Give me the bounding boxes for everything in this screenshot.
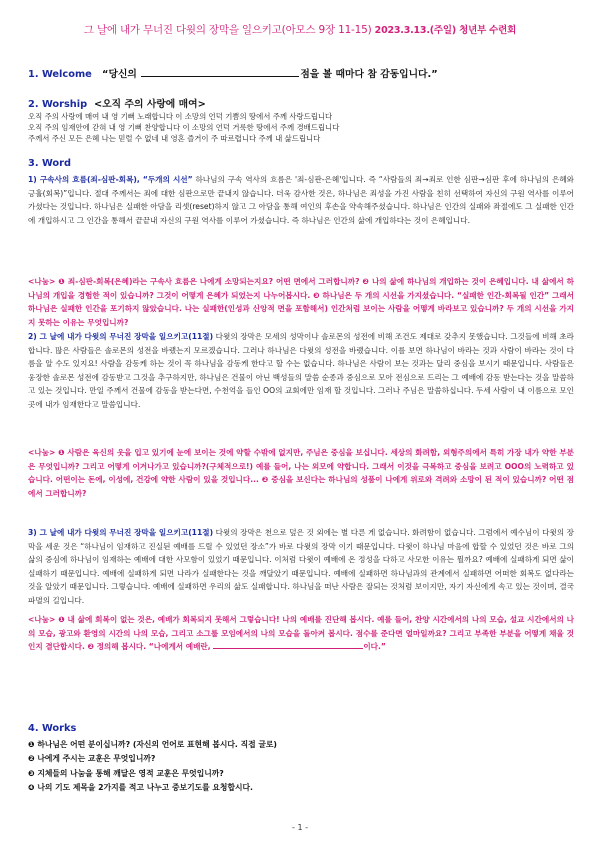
works-heading: 4. Works [28,723,77,734]
section-worship-heading [28,96,206,110]
paragraph-2-lead: 2) 그 날에 내가 다윗의 무너진 장막을 일으키고(11절) [28,332,214,341]
section-word-heading [28,158,71,169]
title-dept: 청년부 수련회 [459,25,517,36]
answer-blank-line [213,640,363,649]
sharing-question-3-text: <나눔> ❶ 내 삶에 회복이 없는 것은, 예배가 회복되지 못해서 그렇습니다! 나의 예배를 진단해 봅시다. 예를 들어, 찬양 시간에서의 나의 모습, 설교 시간에서의 나의 모습, 광고와 환영의 시간의 나의 모습, 그리고 소그룹 모임에서의 나의 모습을 돌아켜 봅시다. 점수를 준다면 얼마일까요? 그리고 부족한 부분을 어떻게 채울 것인지 결단합시다. ❷ 정의해 봅시다. “나에게서 예배란, [28,615,574,651]
works-item: ❶ 하나님은 어떤 분이십니까? (자신의 언어로 표현해 봅시다. 직접 글로) [28,740,277,749]
works-item: ❹ 나의 기도 제목을 2가지를 적고 나누고 중보기도를 요청합시다. [28,782,253,792]
title-date: 2023.3.13.(주일) [374,25,456,36]
section-works-heading [28,723,76,734]
worship-lyrics [28,111,578,145]
paragraph-3-body: 다윗의 장막은 천으로 덮은 것 외에는 별 다른 게 없습니다. 화려함이 없습니다. 그럼에서 예수님이 다윗의 장막을 세운 것은 “하나님이 임재하고 진실된 예배를 드릴 수 있었던 장소”가 바로 다윗의 장막 이기 때문입니다. 다윗이 하나님 마음에 합할 수 있었던 것은 바로 그의 삶의 중심에 하나님이 임재하는 예배에 대한 사모함이 있었기 때문입니다. 이처럼 다윗이 예배에 온 정성을 다하고 사모한 이유는 뭘까요? 예배에 실패하게 되면 삶이 실패하기 때문입니다. 예배에 실패하게 되면 나라가 실패한다는 것을 깨달았기 때문입니다. 예배에 실패하면 하나님과의 관계에서 실패하면 어떠한 회복도 없다라는 것을 알았기 때문입니다. 그렇습니다. 예배에 실패하면 우리의 삶도 실패합니다. 하나님을 떠난 사람은 잘되는 것처럼 보이지만, 자기 자신에게 속고 있는 것이며, 결국 파멸의 길입니다. [28,528,574,605]
word-paragraph-2 [28,330,574,411]
section-welcome [28,66,438,80]
worship-heading: 2. Worship [28,99,88,110]
paragraph-1-body: 하나님의 구속 역사의 흐름은 '죄-심판-은혜'입니다. 즉 “사람들의 죄→죄로 인한 심판→심판 후에 하나님의 은혜와 긍휼(회복)”입니다. 절대 주께서는 죄에 대한 심판으로만 끝내지 않습니다. 더욱 감사한 것은, 하나님은 죄성을 가진 사람을 친히 선택하여 자신의 구원 역사를 이루어 가셨다는 것입니다. 하나님은 실패한 아담을 리셋(reset)하지 않고 그 아담을 통해 여인의 후손을 약속해주셨습니다. 하나님은 인간의 실패와 좌절에도 그 실패한 인간에 개입하시고 그 인간을 통해서 끝끝내 자신의 구원 역사를 이루어 가셨습니다. 즉 하나님은 인간의 삶에 개입하다는 것이 은혜입니다. [28,175,574,225]
document-title [0,22,600,37]
lyric-line: 오직 주의 임재안에 갇혀 내 영 기뻐 찬양합니다 이 소망의 언덕 거룩한 땅에서 주께 경배드립니다 [28,123,340,133]
works-list [28,738,277,795]
paragraph-2-body: 다윗의 장막은 모세의 성막이나 솔로몬의 성전에 비해 조건도 제대로 갖추지 못했습니다. 그것들에 비해 초라합니다. 많은 사람들은 솔로몬의 성전을 바랬는지 모르겠습니다. 그러나 하나님은 다윗의 성전을 바랬습니다. 이를 보면 하나님이 바라는 것과 사람이 바라는 것이 다름을 알 수도 있지요! 사람을 감동케 하는 것이 꼭 하나님을 감동케 한다고 할 수는 없습니다. 하나님은 사람이 보는 것과는 달리 중심을 보시기 때문입니다. 사람들은 웅장한 솔로몬 성전에 감동받고 그것을 추구하지만, 하나님은 건물이 아닌 백성들의 말씀 순종과 중심으로 모아 전심으로 드리는 그 예배에 감동 받는다는 것을 말씀하고 있는 것입니다. 만일 주께서 건물에 감동을 받는다면, 수천억을 들인 OO의 교회에만 임재 할 것입니다. 그러나 주님은 말씀하십니다. 두세 사람이 내 이름으로 모인 곳에 내가 임재한다고 말씀입니다. [28,332,574,409]
title-text: 그 날에 내가 무너진 다윗의 장막을 일으키고(아모스 9장 11-15) [83,24,372,36]
works-item: ❷ 나에게 주시는 교훈은 무엇입니까? [28,754,156,764]
works-item: ❸ 지체들의 나눔을 통해 깨달은 영적 교훈은 무엇입니까? [28,768,224,778]
sharing-question-2: <나눔> ❶ 사람은 육신의 옷을 입고 있기에 눈에 보이는 것에 약할 수밖에 없지만, 주님은 중심을 보십니다. 세상의 화려함, 외형주의에서 특히 가장 내가 약한 부분은 무엇입니까? 그리고 어떻게 이겨나가고 있습니까?(구체적으로!) 예를 들어, 나는 외모에 약합니다. 그래서 이것을 극복하고 중심을 보려고 OOO의 노력하고 있습니다. 어떤이는 돈에, 이성에, 건강에 약한 사람이 있을 것입니다... ❷ 중심을 보신다는 하나님의 성품이 나에게 위로와 격려와 소망이 된 적이 있습니까? 어떤 점에서 그러합니까? [28,448,574,498]
welcome-blank-line [141,67,299,77]
word-paragraph-1 [28,173,574,227]
lyric-line: 주께서 주신 모든 은혜 나는 믿럴 수 없네 내 영혼 즐거이 주 따르렵니다 주께 내 삶드립니다 [28,134,321,144]
welcome-text-before: “당신의 [102,69,137,80]
paragraph-3-lead: 3) 그 날에 내가 다윗의 무너진 장막을 일으키고(11절) [28,528,214,537]
sharing-question-3-end: 이다.” [363,642,386,651]
welcome-heading: 1. Welcome [28,69,92,80]
word-heading: 3. Word [28,158,71,169]
worship-song-title: <오직 주의 사랑에 매여> [93,99,206,110]
sharing-question-3 [28,613,574,654]
page-number: - 1 - [292,823,308,832]
word-paragraph-3 [28,526,574,607]
lyric-line: 오직 주의 사랑에 매여 내 영 기뻐 노래합니다 이 소망의 언덕 기쁨의 땅에서 주께 사랑드립니다 [28,112,333,121]
welcome-text-after: 점을 볼 때마다 참 감동입니다.” [300,69,438,80]
paragraph-1-lead: 1) 구속사의 흐름(죄-심판-회복), “두개의 시선” [28,175,193,184]
sharing-question-1: <나눔> ❶ 죄-심판-회복(은혜)라는 구속사 흐름은 나에게 소망되는지요? 어떤 면에서 그러합니까? ❷ 나의 삶에 하나님의 개입하는 것이 은혜입니다. 내 삶에서 하나님의 개입을 경험한 적이 있습니까? 그것이 어떻게 은혜가 되었는지 나누어봅시다. ❸ 하나님은 두 개의 시선을 가지셨습니다. “실패한 인간-회복될 인간” 그래서 하나님은 실패한 인간을 포기하지 않았습니다. 나는 실패한(인성과 신앙적 면을 포함해서) 인간처럼 보이는 사람을 어떻게 바라보고 있습니까? 두 개의 시선을 가지지 못하는 이유는 무엇입니까? [28,277,574,327]
